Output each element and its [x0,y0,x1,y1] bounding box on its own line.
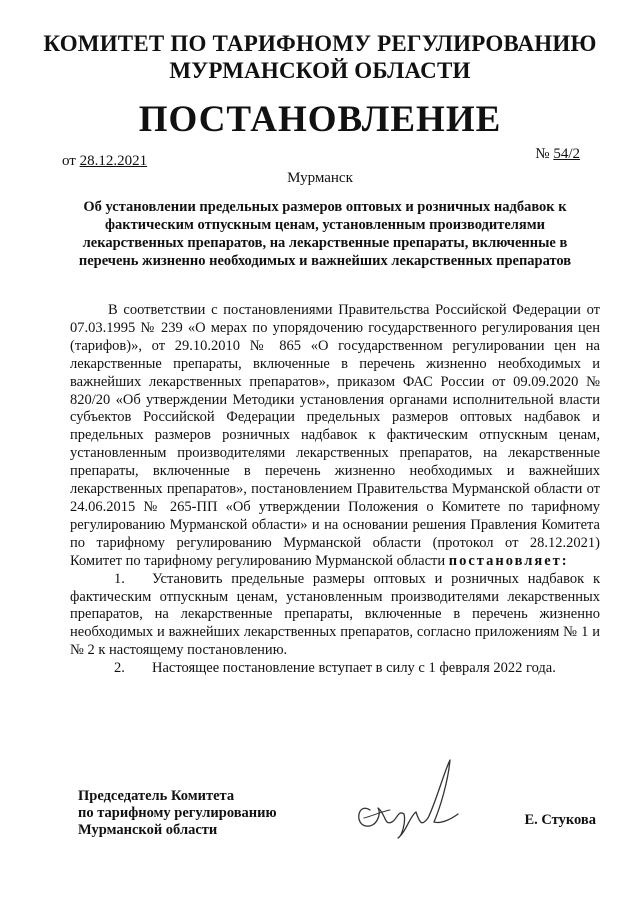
item-text: Настоящее постановление вступает в силу с 1 февраля 2022 года. [152,660,556,677]
document-number [535,146,580,163]
signer-position [78,788,277,839]
number-prefix: № [535,146,550,162]
list-item [70,571,600,661]
decree-word: постановляет: [448,552,569,569]
date-prefix: от [62,153,76,169]
organization-header [40,30,600,84]
document-date [62,153,147,170]
document-type-title: ПОСТАНОВЛЕНИЕ [138,99,502,140]
preamble-text: В соответствии с постановлениями Правительства Российской Федерации от 07.03.1995 № 239 «О мерах по упорядочению государственного регулирования цен (тарифов)», от 29.10.2010 № 865 «О государственном регулировании цен на лекарственные препараты, включенные в перечень жизненно необходимых и важнейших лекарственных препаратов», приказом ФАС России от 09.09.2020 № 820/20 «Об утверждении Методики установления органами исполнительной власти субъектов Российской Федерации предельных размеров оптовых надбавок и предельных размеров розничных надбавок к фактическим отпускным ценам, установленным производителями лекарственных препаратов, на лекарственные препараты, включенные в перечень жизненно необходимых и важнейших лекарственных препаратов», постановлением Правительства Мурманской области от 24.06.2015 № 265-ПП «Об утверждении Положения о Комитете по тарифному регулированию Мурманской области» и на основании решения Правления Комитета по тарифному регулированию Мурманской области (протокол от 28.12.2021) Комитет по тарифному регулированию Мурманской области [70,302,600,569]
document-body [70,302,600,678]
org-name-line1: КОМИТЕТ ПО ТАРИФНОМУ РЕГУЛИРОВАНИЮ [43,31,597,56]
handwritten-signature [340,752,470,842]
preamble-paragraph [70,302,600,571]
org-name-line2: МУРМАНСКОЙ ОБЛАСТИ [169,58,471,83]
list-item [70,660,600,678]
city: Мурманск [287,170,353,186]
signer-position-line1: Председатель Комитета [78,788,235,804]
number-value: 54/2 [553,146,580,162]
document-subject: Об установлении предельных размеров оптовых и розничных надбавок к фактическим отпускным ценам, установленным производителями лекарственных препаратов, на лекарственные препараты, включенные в перечень жизненно необходимых и важнейших лекарственных препаратов [78,199,572,269]
signer-position-line2: по тарифному регулированию [78,805,277,821]
signer-name: Е. Стукова [524,812,596,828]
date-value: 28.12.2021 [79,153,148,169]
item-number: 1. [114,570,125,587]
item-text: Установить предельные размеры оптовых и розничных надбавок к фактическим отпускным ценам, установленным производителями лекарственных препаратов, на лекарственные препараты, включенные в перечень жизненно необходимых и важнейших лекарственных препаратов, согласно приложениям № 1 и № 2 к настоящему постановлению. [70,570,600,659]
item-number: 2. [114,660,125,677]
signer-position-line3: Мурманской области [78,822,218,838]
